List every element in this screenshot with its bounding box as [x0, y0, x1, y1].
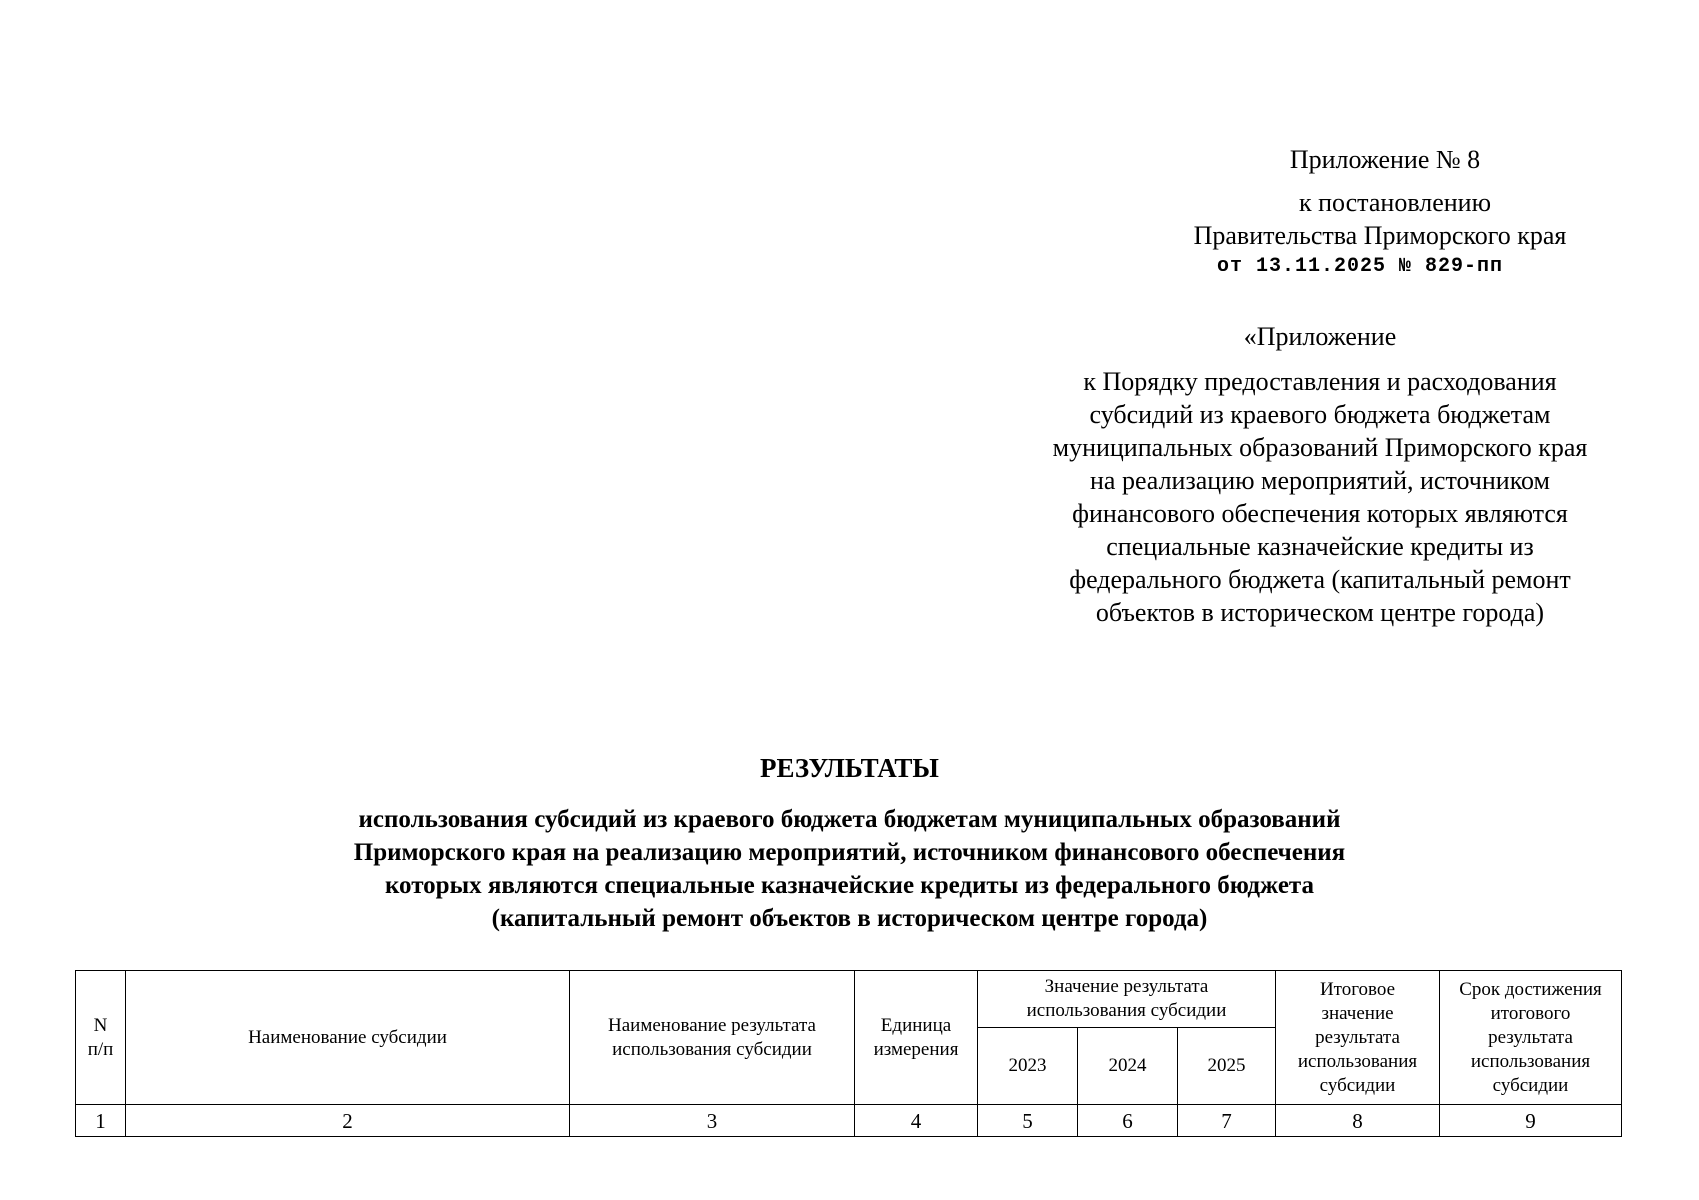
table-column-numbers-row [76, 1105, 1622, 1137]
appendix-number: Приложение № 8 [1289, 145, 1481, 174]
column-number-cell: 5 [978, 1105, 1078, 1137]
col-header-year-2024: 2024 [1078, 1028, 1178, 1105]
document-title: РЕЗУЛЬТАТЫ [760, 753, 939, 783]
col-header-year-2025: 2025 [1178, 1028, 1276, 1105]
sub-appendix-line: специальные казначейские кредиты из [1106, 532, 1534, 561]
column-number-cell: 7 [1178, 1105, 1276, 1137]
sub-appendix-block [1010, 320, 1630, 629]
sub-appendix-line: субсидий из краевого бюджета бюджетам [1089, 400, 1551, 429]
col-header-unit-line1: Единица [880, 1014, 952, 1036]
column-number-cell: 3 [570, 1105, 855, 1137]
document-subtitle [220, 803, 1479, 935]
appendix-to-decree: к постановлению [1298, 188, 1492, 217]
subtitle-line: которых являются специальные казначейские кредиты из федерального бюджета [384, 872, 1315, 899]
col-header-unit [855, 971, 978, 1105]
sub-appendix-line: на реализацию мероприятий, источником [1090, 466, 1550, 495]
col-header-value-group [978, 971, 1276, 1028]
col-header-value-group-line1: Значение результата [1044, 976, 1209, 997]
col-header-result-name-line2: использования субсидии [612, 1038, 812, 1060]
col-header-final-value-line: субсидии [1319, 1074, 1396, 1096]
col-header-final-value-line: использования [1297, 1050, 1418, 1072]
col-header-final-value-line: Итоговое [1319, 978, 1396, 1000]
col-header-deadline-line: Срок достижения [1459, 978, 1602, 1000]
column-number-cell: 9 [1440, 1105, 1622, 1137]
results-table [75, 970, 1622, 1137]
col-header-number-line2: п/п [87, 1038, 114, 1060]
appendix-header-block [1080, 143, 1640, 283]
table-header-row [76, 971, 1622, 1028]
sub-appendix-line: федерального бюджета (капитальный ремонт [1069, 565, 1571, 594]
col-header-deadline-line: использования [1470, 1050, 1591, 1072]
column-number-cell: 1 [76, 1105, 126, 1137]
col-header-deadline-line: итогового [1490, 1002, 1571, 1024]
col-header-result-name [570, 971, 855, 1105]
column-number-cell: 2 [126, 1105, 570, 1137]
col-header-deadline-line: результата [1488, 1026, 1573, 1048]
col-header-year-2023: 2023 [978, 1028, 1078, 1105]
col-header-final-value [1276, 971, 1440, 1105]
sub-appendix-heading: «Приложение [1243, 322, 1397, 351]
sub-appendix-line: муниципальных образований Приморского края [1052, 433, 1588, 462]
sub-appendix-line: финансового обеспечения которых являются [1072, 499, 1568, 528]
col-header-value-group-line2: использования субсидии [1026, 1000, 1227, 1021]
col-header-deadline [1440, 971, 1622, 1105]
column-number-cell: 8 [1276, 1105, 1440, 1137]
col-header-number-line1: N [93, 1014, 108, 1036]
col-header-number [76, 971, 126, 1105]
appendix-government: Правительства Приморского края [1193, 221, 1567, 250]
sub-appendix-line: к Порядку предоставления и расходования [1083, 367, 1557, 396]
col-header-subsidy-name: Наименование субсидии [126, 971, 570, 1105]
column-number-cell: 6 [1078, 1105, 1178, 1137]
decree-reference: от 13.11.2025 № 829-пп [1216, 255, 1504, 278]
subtitle-line: (капитальный ремонт объектов в историческом центре города) [491, 905, 1208, 932]
subtitle-line: Приморского края на реализацию мероприятий, источником финансового обеспечения [353, 839, 1346, 866]
col-header-result-name-line1: Наименование результата [608, 1014, 816, 1036]
column-number-cell: 4 [855, 1105, 978, 1137]
subtitle-line: использования субсидий из краевого бюджета бюджетам муниципальных образований [358, 806, 1341, 833]
col-header-final-value-line: результата [1315, 1026, 1400, 1048]
col-header-deadline-line: субсидии [1492, 1074, 1569, 1096]
sub-appendix-line: объектов в историческом центре города) [1095, 598, 1545, 627]
col-header-final-value-line: значение [1321, 1002, 1394, 1024]
col-header-unit-line2: измерения [873, 1038, 959, 1060]
